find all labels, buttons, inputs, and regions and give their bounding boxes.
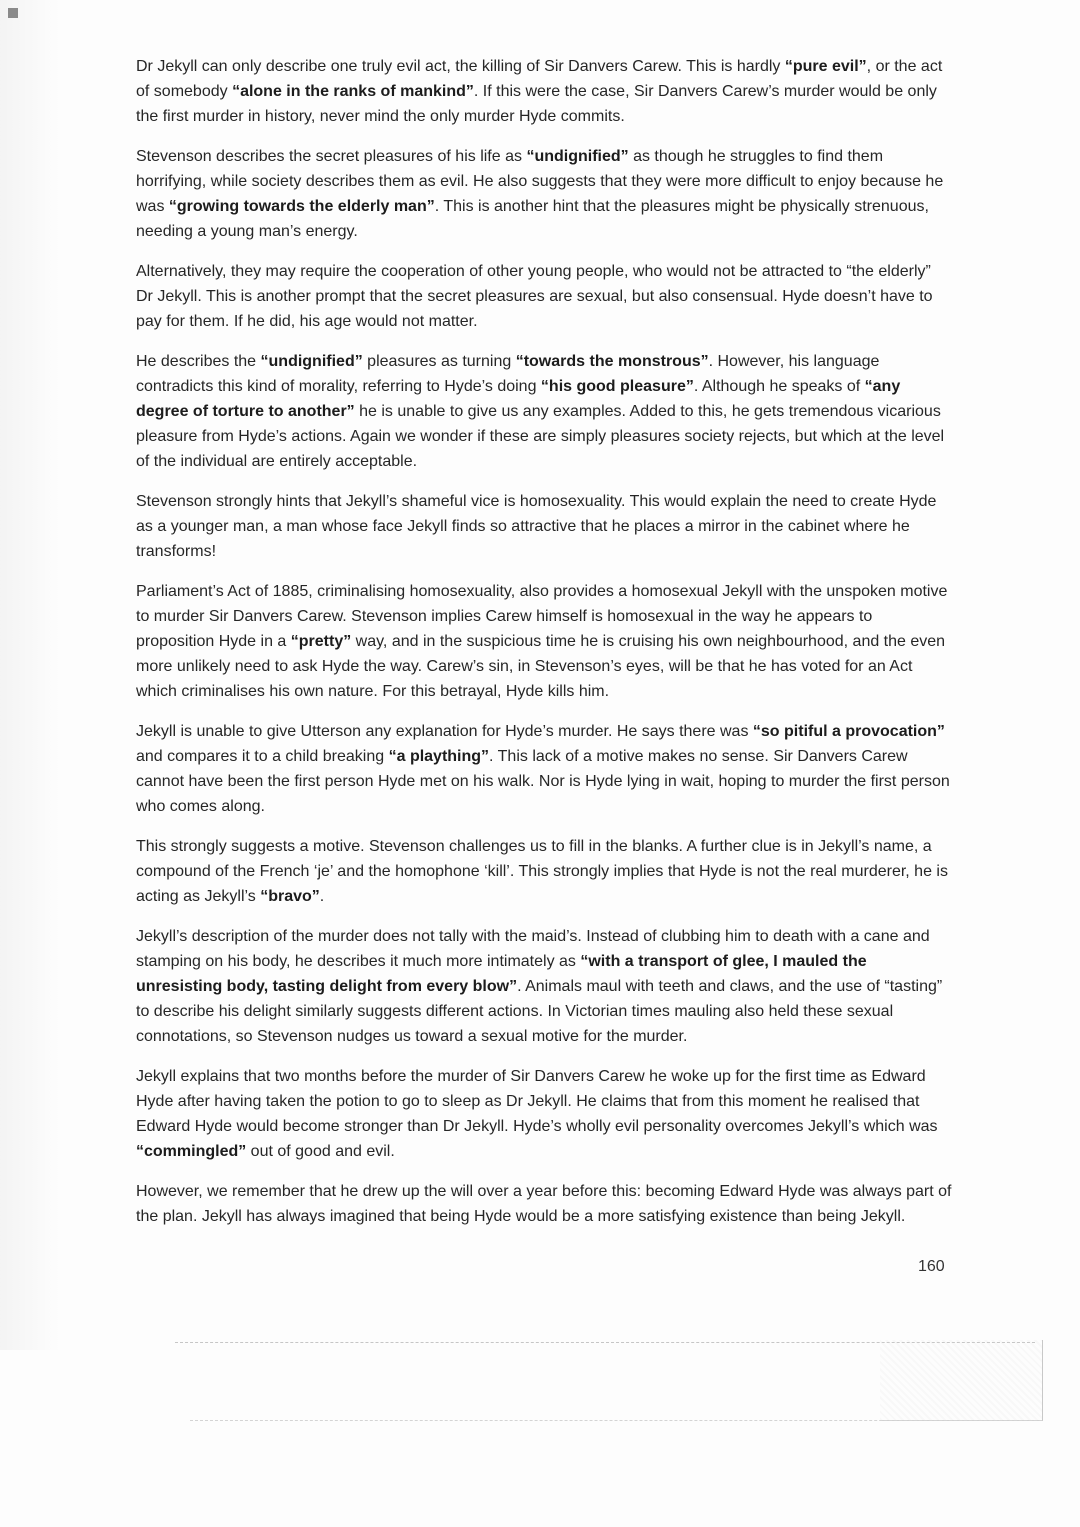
quote-highlight: “growing towards the elderly man” [168, 198, 435, 215]
quote-highlight: “towards the monstrous” [515, 353, 709, 370]
paragraph-text: However, we remember that he drew up the will over a year before this: becoming Edward Hyde was always part of the plan. Jekyll has always imagined that being Hyde would be a more satisfying existence than being Jekyll. [136, 1183, 952, 1225]
paragraph-text: . Although he speaks of [693, 378, 865, 395]
paragraph-9 [136, 924, 952, 1049]
paragraph-11 [136, 1179, 952, 1229]
paragraph-text: he is unable to give us any examples. Added to this, he gets tremendous vicarious pleasure from Hyde’s actions. Again we wonder if these are simply pleasures society rejects, but which at the level of the individual are entirely acceptable. [136, 403, 945, 470]
paragraph-10 [136, 1064, 952, 1164]
document-body [136, 54, 952, 1244]
quote-highlight: “undignified” [526, 148, 629, 165]
quote-highlight: “his good pleasure” [540, 378, 694, 395]
paragraph-text: . This lack of a motive makes no sense. Sir Danvers Carew cannot have been the first person Hyde met on his walk. Nor is Hyde lying in wait, hoping to murder the first person who comes along. [136, 748, 950, 815]
quote-highlight: “bravo” [260, 888, 320, 905]
paragraph-text: . If this were the case, Sir Danvers Carew’s murder would be only the first murder in history, never mind the only murder Hyde commits. [136, 83, 937, 125]
quote-highlight: “so pitiful a provocation” [752, 723, 945, 740]
paragraph-text: Parliament’s Act of 1885, criminalising homosexuality, also provides a homosexual Jekyll with the unspoken motive to murder Sir Danvers Carew. Stevenson implies Carew himself is homosexual in the way he appears to proposition Hyde in a [136, 583, 948, 650]
quote-highlight: “pretty” [290, 633, 352, 650]
paragraph-text: Jekyll explains that two months before the murder of Sir Danvers Carew he woke up for the first time as Edward Hyde after having taken the potion to go to sleep as Dr Jekyll. He claims that from this moment he realised that Edward Hyde would become stronger than Dr Jekyll. Hyde’s wholly evil personality overcomes Jekyll’s which was [136, 1068, 938, 1135]
quote-highlight: “undignified” [260, 353, 363, 370]
paragraph-text: pleasures as turning [362, 353, 516, 370]
page-number: 160 [918, 1258, 945, 1275]
paragraph-3 [136, 259, 952, 334]
footer-scan-box [880, 1340, 1043, 1421]
paragraph-4 [136, 349, 952, 474]
paragraph-5 [136, 489, 952, 564]
paragraph-2 [136, 144, 952, 244]
paragraph-text: . However, his language contradicts this kind of morality, referring to Hyde’s doing [136, 353, 880, 395]
paragraph-text: Alternatively, they may require the cooperation of other young people, who would not be attracted to “the elderly” Dr Jekyll. This is another prompt that the secret pleasures are sexual, but also consensual. Hyde doesn’t have to pay for them. If he did, his age would not matter. [136, 263, 933, 330]
scan-edge-shadow [0, 0, 60, 1350]
paragraph-text: Jekyll is unable to give Utterson any explanation for Hyde’s murder. He says there was [136, 723, 753, 740]
scan-corner-mark [8, 8, 18, 18]
quote-highlight: “a plaything” [388, 748, 490, 765]
paragraph-text: . Animals maul with teeth and claws, and the use of “tasting” to describe his delight similarly suggests different actions. In Victorian times mauling also held these sexual connotations, so Stevenson nudges us toward a sexual motive for the murder. [136, 978, 943, 1045]
paragraph-text: out of good and evil. [246, 1143, 395, 1160]
quote-highlight: “commingled” [136, 1143, 247, 1160]
paragraph-text: This strongly suggests a motive. Stevenson challenges us to fill in the blanks. A further clue is in Jekyll’s name, a compound of the French ‘je’ and the homophone ‘kill’. This strongly implies that Hyde is not the real murderer, he is acting as Jekyll’s [136, 838, 948, 905]
paragraph-text: and compares it to a child breaking [136, 748, 389, 765]
paragraph-text: Stevenson describes the secret pleasures of his life as [136, 148, 527, 165]
paragraph-text: as though he struggles to find them horrifying, while society describes them as evil. He also suggests that they were more difficult to enjoy because he was [136, 148, 944, 215]
paragraph-text: way, and in the suspicious time he is cruising his own neighbourhood, and the even more unlikely need to ask Hyde the way. Carew’s sin, in Stevenson’s eyes, will be that he has voted for an Act which criminalises his own nature. For this betrayal, Hyde kills him. [136, 633, 946, 700]
paragraph-text: Stevenson strongly hints that Jekyll’s shameful vice is homosexuality. This would explain the need to create Hyde as a younger man, a man whose face Jekyll finds so attractive that he places a mirror in the cabinet where he transforms! [136, 493, 937, 560]
paragraph-6 [136, 579, 952, 704]
quote-highlight: “with a transport of glee, I mauled the unresisting body, tasting delight from every blow” [136, 953, 867, 995]
paragraph-8 [136, 834, 952, 909]
paragraph-text: . [319, 888, 325, 905]
paragraph-text: . This is another hint that the pleasures might be physically strenuous, needing a young man’s energy. [136, 198, 929, 240]
paragraph-1 [136, 54, 952, 129]
quote-highlight: “any degree of torture to another” [136, 378, 901, 420]
quote-highlight: “pure evil” [784, 58, 867, 75]
paragraph-7 [136, 719, 952, 819]
paragraph-text: , or the act of somebody [136, 58, 943, 100]
quote-highlight: “alone in the ranks of mankind” [232, 83, 474, 100]
paragraph-text: Dr Jekyll can only describe one truly evil act, the killing of Sir Danvers Carew. This is hardly [136, 58, 785, 75]
footer-bottom-divider [190, 1420, 1042, 1421]
paragraph-text: He describes the [136, 353, 261, 370]
paragraph-text: Jekyll’s description of the murder does not tally with the maid’s. Instead of clubbing him to death with a cane and stamping on his body, he describes it much more intimately as [136, 928, 930, 970]
